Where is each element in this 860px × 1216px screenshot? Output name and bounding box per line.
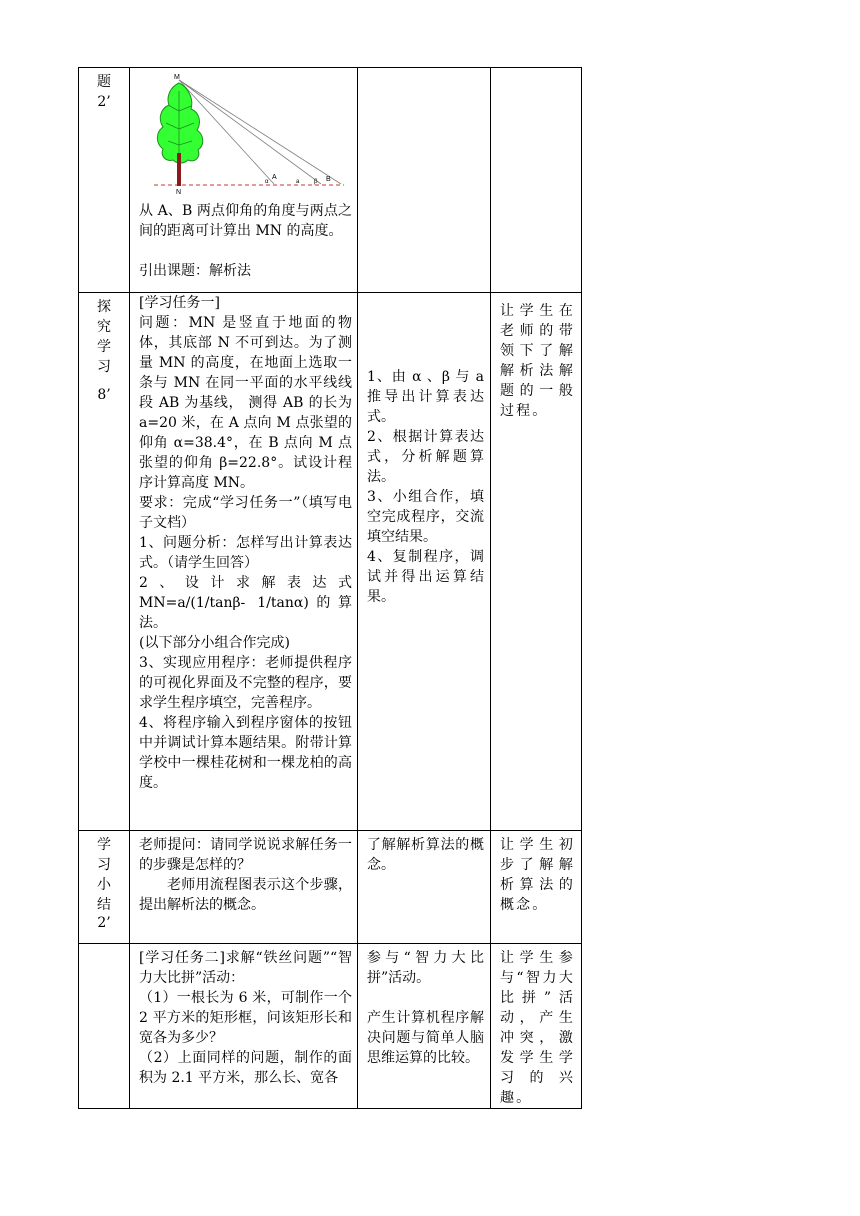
activity-text: 参与“智力大比拼”活动。 — [367, 950, 484, 986]
teacher-question: 老师提问：请同学说说求解任务一的步骤是怎样的？ — [139, 837, 352, 873]
content-cell — [130, 831, 358, 944]
figure-caption: 从 A、B 两点仰角的角度与两点之间的距离可计算出 MN 的高度。 — [139, 203, 352, 239]
step-text: 1、问题分析：怎样写出计算表达式。（请学生回答） — [139, 535, 352, 571]
stage-time: 2’ — [97, 915, 111, 931]
stage-text: 探 — [97, 299, 111, 315]
figure-label-beta: β — [314, 179, 318, 185]
goal-cell — [491, 831, 582, 944]
stage-time: 2’ — [97, 94, 111, 110]
activity-text: 了解解析算法的概念。 — [367, 837, 484, 873]
stage-cell — [79, 944, 130, 1109]
question-text: （2）上面同样的问题，制作的面积为 2.1 平方米，那么长、宽各 — [139, 1050, 352, 1086]
activity-cell — [358, 944, 491, 1109]
goal-cell — [491, 293, 582, 831]
stage-time: 8’ — [97, 387, 111, 403]
step-text: 3、实现应用程序：老师提供程序的可视化界面及不完整的程序，要求学生程序填空，完善程序。 — [139, 655, 352, 711]
figure-label-a-dist: a — [296, 179, 300, 185]
task-heading: [学习任务一] — [139, 295, 220, 311]
activity-text: 2、根据计算表达式，分析解题算法。 — [367, 429, 484, 485]
step-text: 2、设计求解表达式 MN=a/(1/tanβ- 1/tanα)的算法。 — [139, 575, 352, 631]
stage-cell — [79, 68, 130, 293]
stage-text: 题 — [97, 74, 111, 90]
activity-text: 产生计算机程序解决问题与简单人脑思维运算的比较。 — [367, 1010, 484, 1066]
stage-text: 结 — [97, 897, 111, 913]
table-row — [79, 68, 582, 293]
requirement-text: 要求：完成“学习任务一”（填写电子文档） — [139, 495, 352, 531]
stage-text: 习 — [97, 857, 111, 873]
tree-elevation-figure — [146, 71, 346, 195]
table-row — [79, 944, 582, 1109]
topic-intro: 引出课题：解析法 — [139, 263, 251, 279]
stage-text: 小 — [97, 877, 111, 893]
figure-label-m: M — [174, 74, 180, 81]
figure-label-n: N — [176, 189, 182, 195]
task-heading: [学习任务二]求解“铁丝问题”“智力大比拼”活动： — [139, 950, 352, 986]
stage-cell — [79, 293, 130, 831]
stage-text: 习 — [97, 359, 111, 375]
table-row — [79, 293, 582, 831]
activity-text: 4、复制程序，调试并得出运算结果。 — [367, 549, 484, 605]
stage-cell — [79, 831, 130, 944]
goal-cell — [491, 68, 582, 293]
activity-cell — [358, 293, 491, 831]
goal-text: 让学生参与“智力大比拼”活动，产生冲突，激发学生学习的兴趣。 — [500, 950, 575, 1106]
figure-label-alpha: α — [265, 179, 269, 185]
step-text: (以下部分小组合作完成) — [139, 635, 290, 651]
teacher-summary: 老师用流程图表示这个步骤，提出解析法的概念。 — [139, 877, 352, 913]
stage-text: 究 — [97, 319, 111, 335]
stage-text: 学 — [97, 339, 111, 355]
content-cell — [130, 293, 358, 831]
step-text: 4、将程序输入到程序窗体的按钮中并调试计算本题结果。附带计算学校中一棵桂花树和一棵龙柏的高度。 — [139, 715, 352, 791]
activity-cell — [358, 68, 491, 293]
goal-text: 让学生初步了解解析算法的概念。 — [500, 837, 575, 913]
content-cell — [130, 944, 358, 1109]
lesson-plan-table — [78, 67, 582, 1109]
goal-cell — [491, 944, 582, 1109]
figure-label-a: A — [272, 174, 277, 181]
activity-text: 1、由 α 、β 与 a 推导出计算表达式。 — [367, 369, 484, 425]
content-cell — [130, 68, 358, 293]
activity-text: 3、小组合作，填空完成程序，交流填空结果。 — [367, 489, 484, 545]
problem-text: 问题：MN 是竖直于地面的物体，其底部 N 不可到达。为了测量 MN 的高度，在地面上选取一条与 MN 在同一平面的水平线线段 AB 为基线， 测得 AB 的长为 a=20 米，在 A 点向 M 点张望的仰角 α=38.4°，在 B 点向 M 点张望的仰角 β=22.8°。试设计程序计算高度 MN。 — [139, 315, 352, 491]
question-text: （1）一根长为 6 米，可制作一个 2 平方米的矩形框，问该矩形长和宽各为多少？ — [139, 990, 352, 1046]
activity-cell — [358, 831, 491, 944]
figure-label-b: B — [326, 176, 331, 183]
goal-text: 让学生在老师的带领下了解解析法解题的一般过程。 — [500, 303, 575, 419]
stage-text: 学 — [97, 837, 111, 853]
table-row — [79, 831, 582, 944]
